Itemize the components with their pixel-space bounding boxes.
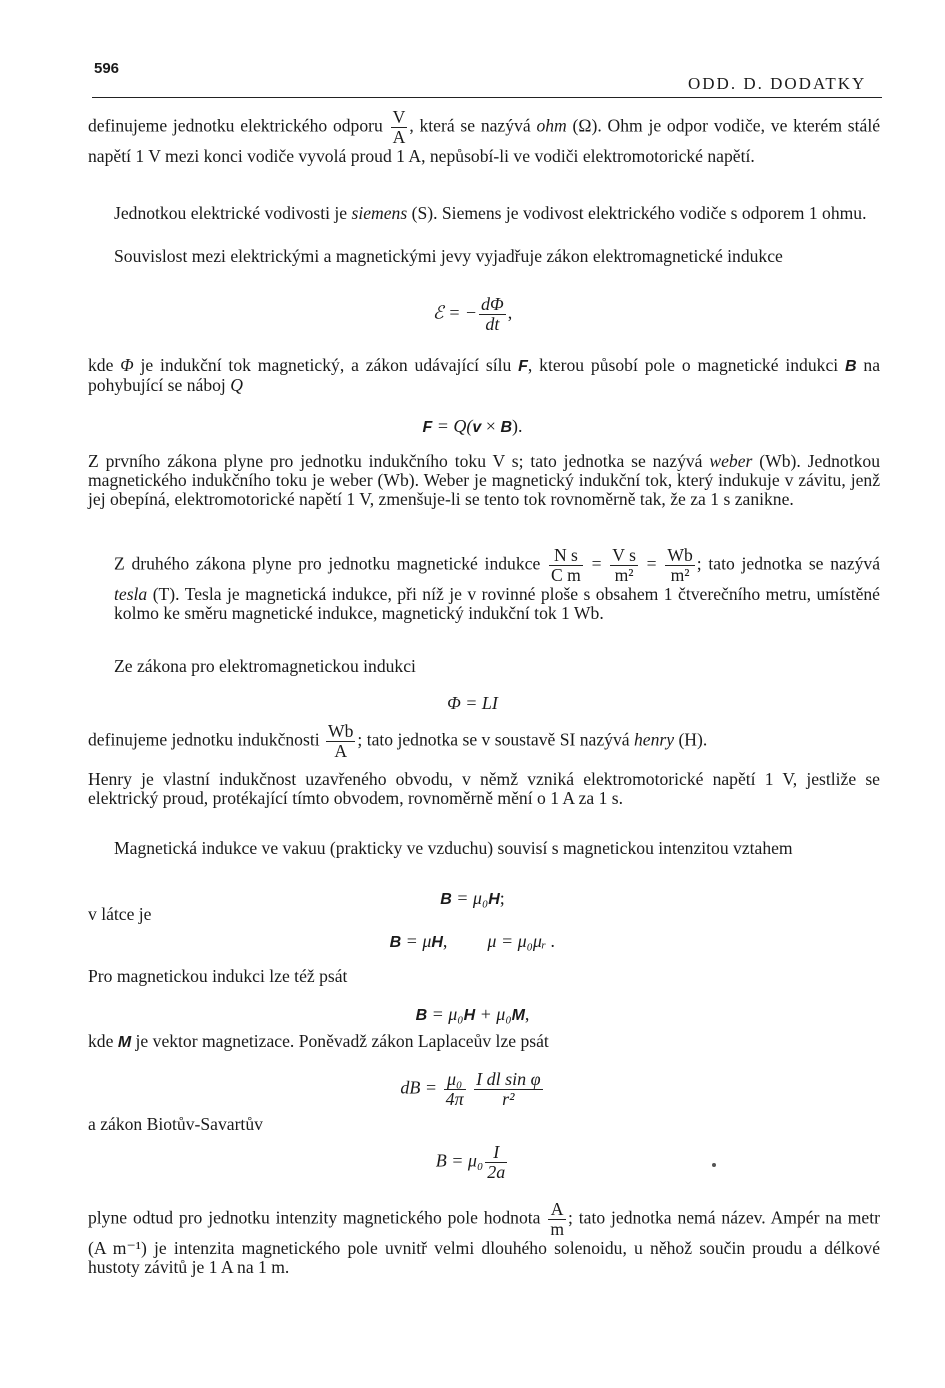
f1-num: N s bbox=[549, 546, 583, 566]
eq7-f1-den: 4π bbox=[445, 1089, 464, 1109]
term-henry: henry bbox=[633, 729, 675, 750]
symbol-Q: Q bbox=[230, 375, 243, 395]
term-weber: weber bbox=[709, 451, 753, 471]
symbol-M: M bbox=[117, 1034, 132, 1051]
frac-wb-m2 bbox=[665, 546, 694, 585]
paragraph-induction-intro bbox=[88, 247, 880, 266]
frac-den: A bbox=[392, 127, 406, 147]
p13-a: kde bbox=[88, 1031, 114, 1051]
scan-speck bbox=[712, 1163, 716, 1167]
paragraph-siemens bbox=[88, 204, 880, 223]
p4-c: , kterou působí pole o magnetické indukci bbox=[527, 355, 839, 375]
paragraph-alt bbox=[88, 967, 880, 986]
eq1-lhs: ℰ = − bbox=[432, 302, 477, 323]
eq5-B: B bbox=[389, 934, 402, 951]
eq8-den: 2a bbox=[487, 1162, 506, 1182]
p4-b: je indukční tok magnetický, a zákon udávající sílu bbox=[140, 355, 512, 375]
equation-matter bbox=[0, 931, 945, 953]
fraction-v-over-a bbox=[391, 108, 408, 147]
eq2-mid: = Q( bbox=[432, 416, 473, 436]
p2-text-a: Jednotkou elektrické vodivosti je bbox=[114, 203, 348, 223]
eq6-B: B bbox=[415, 1007, 428, 1024]
p1-text-a: definujeme jednotku elektrického odporu bbox=[88, 115, 383, 136]
eq5-rel: μ = μ₀μᵣ . bbox=[487, 931, 556, 951]
eq-sign-1: = bbox=[591, 553, 602, 574]
p12-text: Pro magnetickou indukci lze též psát bbox=[88, 966, 348, 986]
p5-a: Z prvního zákona plyne pro jednotku indukčního toku V s; tato jednotka se nazývá bbox=[88, 451, 703, 471]
p3-text: Souvislost mezi elektrickými a magnetickými jevy vyjadřuje zákon elektromagnetické indukce bbox=[114, 246, 783, 266]
eq7-f2-num: I dl sin φ bbox=[476, 1069, 541, 1089]
f2-num: V s bbox=[612, 545, 636, 565]
equation-magnetization bbox=[0, 1004, 945, 1026]
p1-text-b: , která se nazývá bbox=[409, 115, 531, 136]
paragraph-ohm bbox=[88, 108, 880, 166]
paragraph-induction-law bbox=[88, 657, 880, 676]
eq2-B: B bbox=[500, 419, 513, 436]
p8-c: (H). bbox=[678, 729, 708, 750]
eq8-lhs: B = μ₀ bbox=[435, 1150, 484, 1171]
p6-a: Z druhého zákona plyne pro jednotku magnetické indukce bbox=[114, 553, 541, 574]
section-header: ODD. D. DODATKY bbox=[688, 74, 867, 93]
p15-b: ; tato jednotka nemá název. Ampér na metr (A m⁻¹) je intenzita magnetického pole uvnitř velmi dlouhého solenoidu, u něhož součin proudu a délkové hustoty závitů je 1 A na 1 m. bbox=[88, 1207, 880, 1277]
eq4-B: B bbox=[440, 891, 452, 908]
equation-lorentz bbox=[0, 416, 945, 438]
eq6-M: M bbox=[511, 1007, 525, 1024]
eq7-lhs: dB = bbox=[400, 1077, 438, 1098]
eq7-f2-den: r² bbox=[502, 1089, 515, 1109]
term-siemens: siemens bbox=[351, 203, 408, 223]
equation-flux bbox=[0, 693, 945, 713]
symbol-phi: Φ bbox=[120, 355, 134, 375]
eq2-cross: × bbox=[481, 416, 501, 436]
eq1-tail: , bbox=[507, 302, 513, 323]
symbol-B: B bbox=[845, 358, 857, 375]
paragraph-biot-savart bbox=[88, 1115, 880, 1134]
p8-den: A bbox=[334, 741, 348, 761]
eq4-end: ; bbox=[499, 888, 505, 908]
term-ohm: ohm bbox=[536, 115, 567, 136]
p9-text: Henry je vlastní indukčnost uzavřeného obvodu, v němž vzniká elektromotorické napětí 1 V, jestliže se elektrický proud, protékající tímto obvodem, rovnoměrně mění o 1 A za 1 s. bbox=[88, 769, 880, 808]
header-rule bbox=[92, 97, 882, 98]
p15-den: m bbox=[550, 1219, 564, 1239]
page-number: 596 bbox=[94, 60, 120, 77]
eq6-m1: = μ₀ bbox=[427, 1004, 464, 1024]
term-tesla: tesla bbox=[114, 584, 148, 604]
eq5-H: H bbox=[431, 934, 443, 951]
paragraph-henry bbox=[88, 770, 880, 808]
f1-den: C m bbox=[551, 565, 581, 585]
f3-num: Wb bbox=[667, 545, 693, 565]
eq6-H: H bbox=[463, 1007, 476, 1024]
paragraph-ampere-per-meter bbox=[88, 1200, 880, 1277]
p13-b: je vektor magnetizace. Poněvadž zákon Laplaceův lze psát bbox=[135, 1031, 549, 1051]
eq5-comma: , bbox=[442, 931, 448, 951]
eq7-frac2 bbox=[474, 1070, 542, 1109]
paragraph-weber bbox=[88, 452, 880, 509]
p15-a: plyne odtud pro jednotku intenzity magnetického pole hodnota bbox=[88, 1207, 541, 1228]
eq6-m2: + μ₀ bbox=[475, 1004, 512, 1024]
eq8-frac bbox=[485, 1143, 507, 1182]
eq6-end: , bbox=[524, 1004, 530, 1024]
symbol-F: F bbox=[518, 358, 528, 375]
p14-text: a zákon Biotův-Savartův bbox=[88, 1114, 263, 1134]
paragraph-matter bbox=[88, 905, 880, 924]
frac-num: V bbox=[392, 107, 406, 127]
frac-a-m bbox=[548, 1200, 566, 1239]
paragraph-force-law bbox=[88, 356, 880, 395]
p6-c: (T). Tesla je magnetická indukce, při níž je v rovinné ploše s obsahem 1 čtverečního metru, umístěné kolmo ke směru magnetické indukce, magnetický indukční tok 1 Wb. bbox=[114, 584, 880, 623]
equation-biot-savart bbox=[0, 1143, 945, 1182]
frac-wb-a bbox=[326, 722, 355, 761]
eq7-f1-num: μ₀ bbox=[444, 1070, 466, 1090]
f2-den: m² bbox=[614, 565, 634, 585]
frac-ns-cm bbox=[549, 546, 583, 585]
eq2-v: v bbox=[472, 419, 482, 436]
eq4-H: H bbox=[488, 891, 500, 908]
equation-laplace bbox=[0, 1070, 945, 1109]
paragraph-laplace bbox=[88, 1032, 880, 1052]
p7-text: Ze zákona pro elektromagnetickou indukci bbox=[114, 656, 416, 676]
eq1-den: dt bbox=[485, 314, 500, 334]
eq8-num: I bbox=[485, 1143, 507, 1163]
paragraph-tesla bbox=[88, 546, 880, 623]
p10-text: Magnetická indukce ve vakuu (prakticky ve vzduchu) souvisí s magnetickou intenzitou vztahem bbox=[114, 838, 793, 858]
paragraph-henry-def bbox=[88, 722, 880, 761]
p4-d: na pohybující se náboj bbox=[88, 355, 881, 395]
eq1-num: dΦ bbox=[481, 294, 504, 314]
eq7-frac1 bbox=[444, 1070, 466, 1109]
eq5-mid: = μ bbox=[401, 931, 432, 951]
equation-emf bbox=[0, 295, 945, 334]
p8-a: definujeme jednotku indukčnosti bbox=[88, 729, 320, 750]
eq2-F: F bbox=[422, 419, 433, 436]
p8-b: ; tato jednotka se v soustavě SI nazývá bbox=[357, 729, 630, 750]
p4-a: kde bbox=[88, 355, 114, 375]
p6-b: ; tato jednotka se nazývá bbox=[696, 553, 881, 574]
p11-text: v látce je bbox=[88, 904, 152, 924]
eq4-mid: = μ₀ bbox=[451, 888, 489, 908]
p8-num: Wb bbox=[328, 721, 354, 741]
eq2-end: ). bbox=[512, 416, 523, 436]
p5-b: (Wb). Jednotkou magnetického indukčního toku je weber (Wb). Weber je magnetický indukční tok, který indukuje v závitu, jenž jej obepíná, elektromotorické napětí 1 V, zmenšuje-li se tento tok rovnoměrně tak, že za 1 s zanikne. bbox=[88, 451, 881, 509]
p1-text-c: (Ω). Ohm je odpor vodiče, ve kterém stálé napětí 1 V mezi konci vodiče vyvolá proud 1 A, nepůsobí-li ve vodiči elektromotorické napětí. bbox=[88, 115, 881, 166]
eq1-fraction bbox=[479, 295, 506, 334]
p15-num: A bbox=[548, 1200, 566, 1220]
eq-sign-2: = bbox=[646, 553, 657, 574]
p2-text-b: (S). Siemens je vodivost elektrického vodiče s odporem 1 ohmu. bbox=[411, 203, 867, 223]
paragraph-vacuum bbox=[88, 839, 880, 858]
eq3-text: Φ = LI bbox=[447, 693, 498, 713]
frac-vs-m2 bbox=[610, 546, 638, 585]
f3-den: m² bbox=[670, 565, 690, 585]
